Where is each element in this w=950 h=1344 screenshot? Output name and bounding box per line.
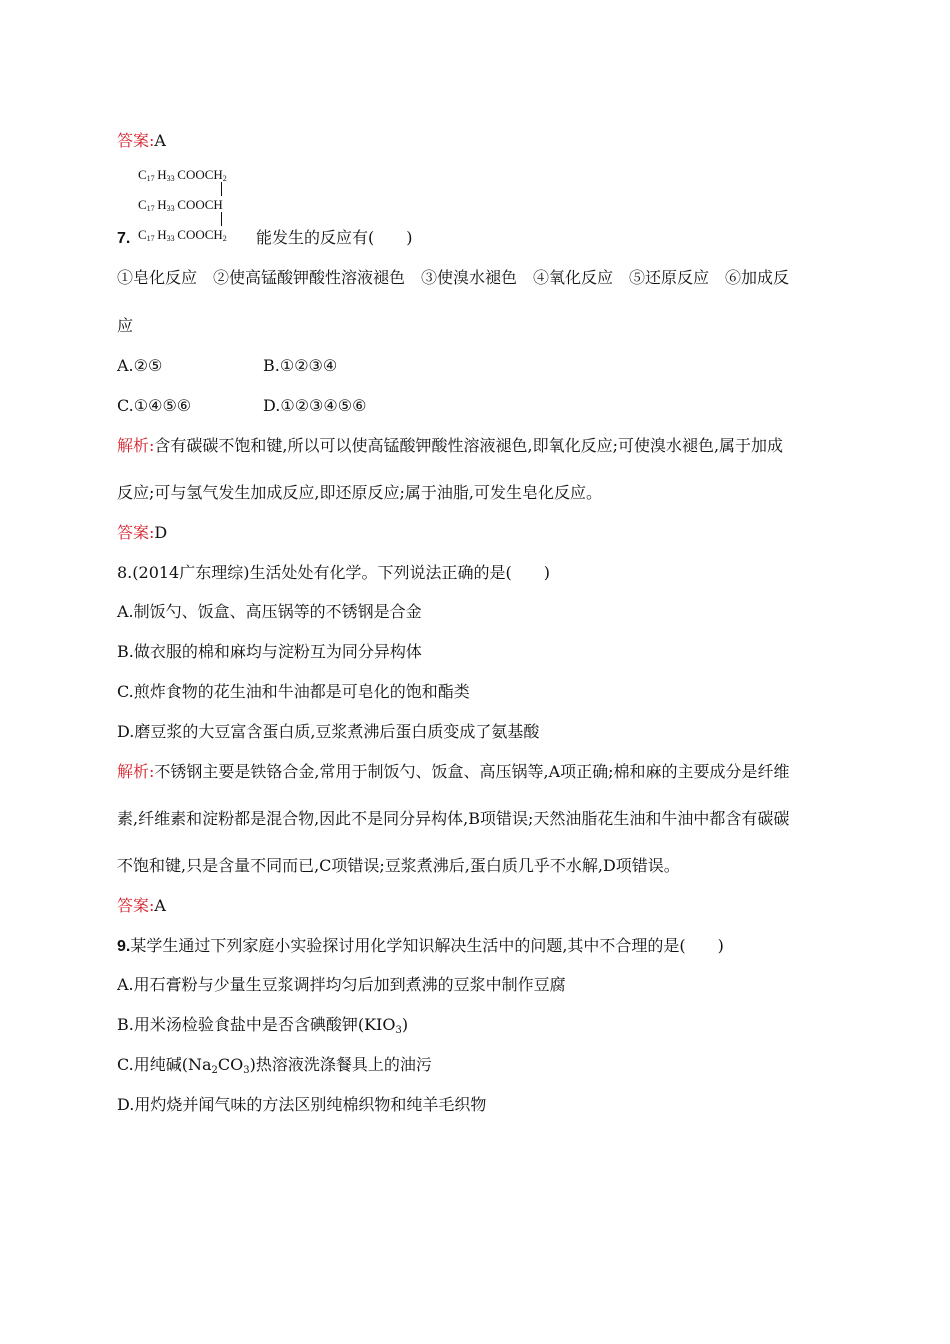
q7-option-b: B.①②③④ xyxy=(263,356,338,375)
answer-value: D xyxy=(154,523,168,542)
q8-answer xyxy=(117,896,166,916)
q9-option-d: D.用灼烧并闻气味的方法区别纯棉织物和纯羊毛织物 xyxy=(117,1095,487,1114)
answer-label: 答案: xyxy=(117,131,155,150)
q7-choices-line-1: ①皂化反应 ②使高锰酸钾酸性溶液褪色 ③使溴水褪色 ④氧化反应 ⑤还原反应 ⑥加成反 xyxy=(117,268,790,287)
q7-option-c: C.①④⑤⑥ xyxy=(117,396,192,415)
q7-choices-line-2: 应 xyxy=(117,316,134,335)
question-number: 7. xyxy=(117,230,131,247)
q8-option-d: D.磨豆浆的大豆富含蛋白质,豆浆煮沸后蛋白质变成了氨基酸 xyxy=(117,722,540,741)
q7-analysis-line-1: 解析:含有碳碳不饱和键,所以可以使高锰酸钾酸性溶液褪色,即氧化反应;可使溴水褪色,属于加成 xyxy=(117,436,784,455)
formula-bond xyxy=(221,212,222,226)
q6-answer xyxy=(117,131,166,151)
analysis-label: 解析: xyxy=(117,762,155,781)
q8-analysis-line-1: 解析:不锈钢主要是铁铬合金,常用于制饭勺、饭盒、高压锅等,A项正确;棉和麻的主要成分是纤维 xyxy=(117,762,790,781)
q8-option-a: A.制饭勺、饭盒、高压锅等的不锈钢是合金 xyxy=(117,602,422,621)
q8-stem: 8.(2014广东理综)生活处处有化学。下列说法正确的是( ) xyxy=(117,563,550,582)
q9-option-c: C.用纯碱$(Na_2CO_3)$热溶液洗涤餐具上的油污 xyxy=(117,1055,432,1076)
answer-label: 答案: xyxy=(117,896,155,915)
answer-label: 答案: xyxy=(117,523,155,542)
answer-value: A xyxy=(154,896,166,915)
question-number: 9. xyxy=(117,938,131,955)
formula-bond xyxy=(221,182,222,196)
formula-row-2: $C_{17}$ $H_{33}$ COOCH xyxy=(138,197,223,213)
q7-stem xyxy=(117,228,130,249)
q7-stem-text: 能发生的反应有( ) xyxy=(256,228,413,247)
q8-analysis-line-2: 素,纤维素和淀粉都是混合物,因此不是同分异构体,B项错误;天然油脂花生油和牛油中都含有碳碳 xyxy=(117,809,790,828)
q9-option-a: A.用石膏粉与少量生豆浆调拌均匀后加到煮沸的豆浆中制作豆腐 xyxy=(117,975,566,994)
answer-value: A xyxy=(154,131,166,150)
q9-option-b: B.用米汤检验食盐中是否含碘酸钾$(KIO_3)$ xyxy=(117,1015,409,1036)
q8-option-c: C.煎炸食物的花生油和牛油都是可皂化的饱和酯类 xyxy=(117,682,470,701)
q9-stem: 9.某学生通过下列家庭小实验探讨用化学知识解决生活中的问题,其中不合理的是( ) xyxy=(117,936,724,955)
formula-row-3: $C_{17}$ $H_{33}$ $COOCH_2$ xyxy=(138,227,227,243)
q7-analysis-line-2: 反应;可与氢气发生加成反应,即还原反应;属于油脂,可发生皂化反应。 xyxy=(117,483,602,502)
q8-option-b: B.做衣服的棉和麻均与淀粉互为同分异构体 xyxy=(117,642,422,661)
q8-analysis-line-3: 不饱和键,只是含量不同而已,C项错误;豆浆煮沸后,蛋白质几乎不水解,D项错误。 xyxy=(117,856,680,875)
formula-row-1: $C_{17}$ $H_{33}$ $COOCH_2$ xyxy=(138,167,227,183)
q7-option-d: D.①②③④⑤⑥ xyxy=(263,396,367,415)
q7-answer xyxy=(117,523,167,543)
analysis-label: 解析: xyxy=(117,436,155,455)
q7-option-a: A.②⑤ xyxy=(117,356,163,375)
